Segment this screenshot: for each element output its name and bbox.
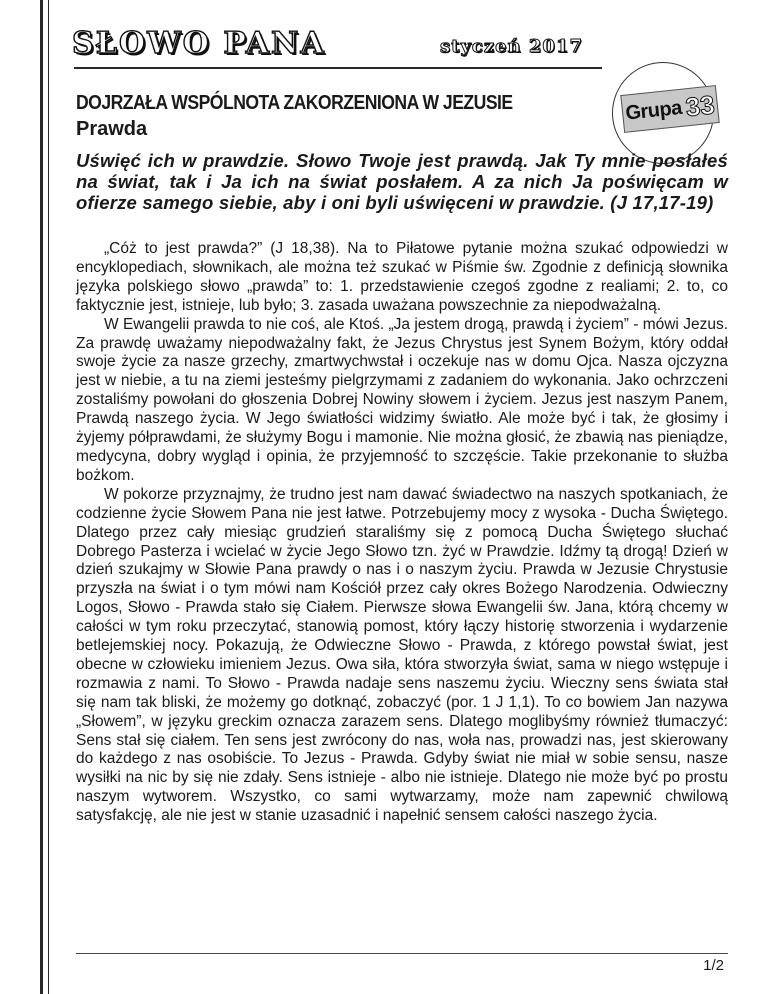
footer-rule [76, 953, 728, 954]
group-number: 33 [684, 88, 716, 122]
header-rule [74, 67, 602, 69]
article-body [76, 240, 728, 826]
scripture-quote: Uświęć ich w prawdzie. Słowo Twoje jest prawdą. Jak Ty mnie posłałeś na świat, tak i Ja ich na świat posłałem. A za nich Ja poświęcam w ofierze samego siebie, aby i oni byli uświęceni w prawdzie. (J 17,17-19) [76, 150, 728, 213]
group-label: Grupa [624, 96, 683, 125]
left-margin-thin-line [48, 0, 49, 994]
paragraph-1: „Cóż to jest prawda?” (J 18,38). Na to Piłatowe pytanie można szukać odpowiedzi w encyklopediach, słownikach, ale można też szukać w Piśmie św. Zgodnie z definicją słownika języka polskiego słowo „prawda” to: 1. przedstawienie czegoś zgodne z realiami; 2. to, co faktycznie jest, istnieje, lub było; 3. zasada uważana powszechnie za niepodważalną. [76, 240, 728, 314]
newsletter-title: SŁOWO PANA [72, 26, 326, 61]
page-number: 1/2 [703, 957, 724, 974]
article-heading: Prawda [76, 118, 148, 140]
left-margin-thick-line [40, 0, 43, 994]
section-subtitle: DOJRZAŁA WSPÓLNOTA ZAKORZENIONA W JEZUSIE [76, 92, 513, 114]
paragraph-3: W pokorze przyznajmy, że trudno jest nam dawać świadectwo na naszych spotkaniach, że codzienne życie Słowem Pana nie jest łatwe. Potrzebujemy mocy z wysoka - Ducha Świętego. Dlatego przez cały miesiąc grudzień staraliśmy się z pomocą Ducha Świętego słuchać Dobrego Pasterza i wcielać w życie Jego Słowo tzn. żyć w Prawdzie. Idźmy tą drogą! Dzień w dzień szukajmy w Słowie Pana prawdy o nas i o naszym życiu. Prawda w Jezusie Chrystusie przyszła na świat i o tym mówi nam Kościół przez cały okres Bożego Narodzenia. Odwieczny Logos, Słowo - Prawda stało się Ciałem. Pierwsze słowa Ewangelii św. Jana, którą chcemy w całości w tym roku przeczytać, stanowią pomost, który łączy historię stworzenia i wydarzenie betlejemskiej nocy. Pokazują, że Odwieczne Słowo - Prawda, z którego powstał świat, jest obecne w człowieku imieniem Jezus. Owa siła, która stworzyła świat, sama w niego wstępuje i rozmawia z nami. To Słowo - Prawda nadaje sens naszemu życiu. Wieczny sens świata stał się nam tak bliski, że możemy go dotknąć, zobaczyć (por. 1 J 1,1). To co bowiem Jan nazywa „Słowem”, w języku greckim oznacza zarazem sens. Dlatego moglibyśmy również tłumaczyć: Sens stał się ciałem. Ten sens jest zwrócony do nas, woła nas, prowadzi nas, jest skierowany do każdego z nas osobiście. To Jezus - Prawda. Gdyby świat nie miał w sobie sensu, nasze wysiłki na nic by się nie zdały. Sens istnieje - albo nie istnieje. Dlatego nie może być po prostu naszym wytworem. Wszystko, co sami wytwarzamy, może nam zapewnić chwilową satysfakcję, ale nie jest w stanie uzasadnić i napełnić sensem całości naszego życia. [76, 485, 728, 825]
paragraph-2: W Ewangelii prawda to nie coś, ale Ktoś. „Ja jestem drogą, prawdą i życiem” - mówi Jezus. Za prawdę uważamy niepodważalny fakt, że Jezus Chrystus jest Synem Bożym, który oddał swoje życie za nasze grzechy, zmartwychwstał i oczekuje nas w domu Ojca. Nasza ojczyzna jest w niebie, a tu na ziemi jesteśmy pielgrzymami z zadaniem do wykonania. Jako ochrzczeni zostaliśmy powołani do głoszenia Dobrej Nowiny słowem i życiem. Jezus jest naszym Panem, Prawdą naszego życia. W Jego światłości widzimy światło. Ale może być i tak, że głosimy i żyjemy półprawdami, że służymy Bogu i mamonie. Nie można głosić, że zbawią nas pieniądze, medycyna, dobry wygląd i opinia, że przyjemność to szczęście. Takie przekonanie to służba bożkom. [76, 315, 728, 484]
issue-date: styczeń 2017 [440, 36, 583, 57]
